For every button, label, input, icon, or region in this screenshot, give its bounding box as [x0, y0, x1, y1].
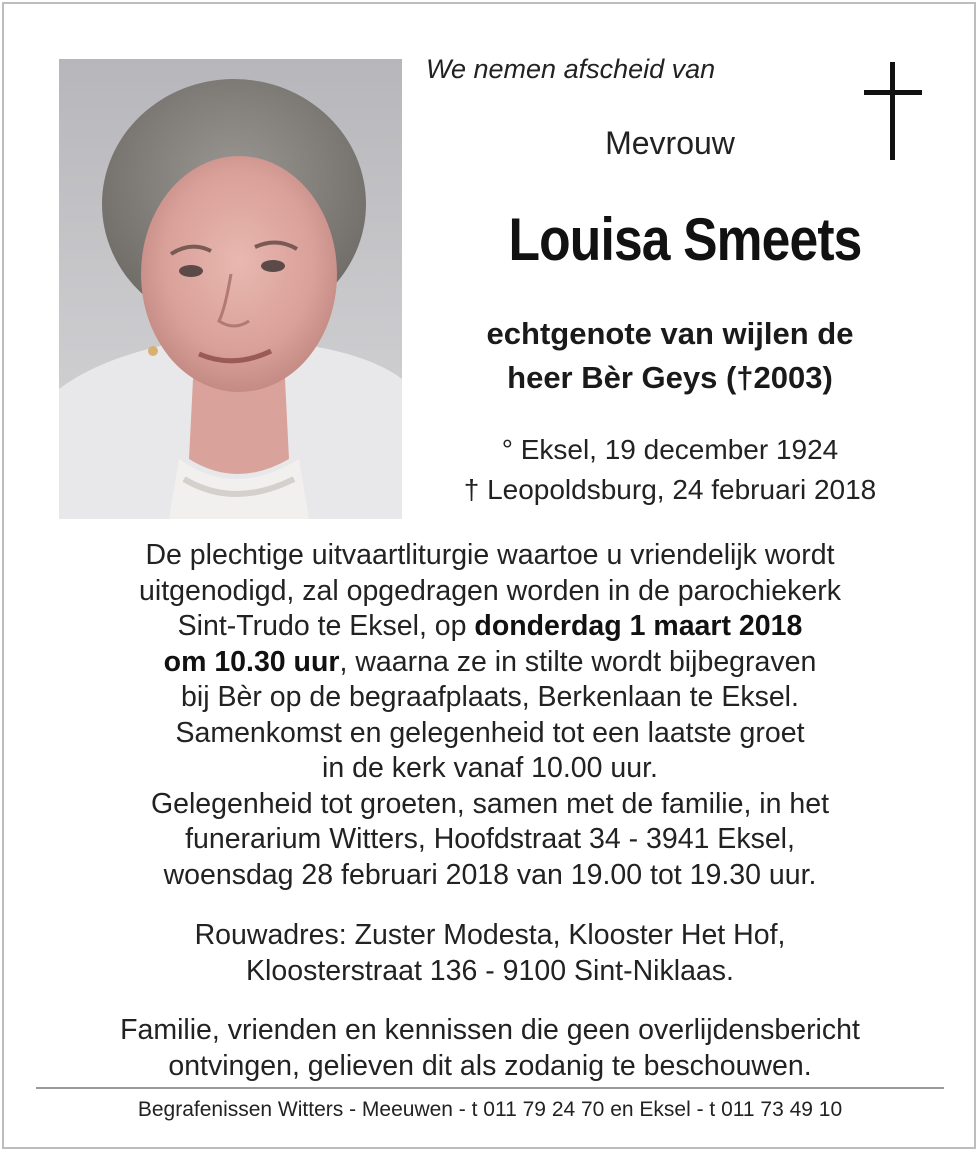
spouse-info: [430, 312, 910, 400]
ceremony-line: bij Bèr op de begraafplaats, Berkenlaan te Eksel.: [181, 681, 799, 713]
ceremony-time: om 10.30 uur: [163, 645, 340, 678]
death-date: † Leopoldsburg, 24 februari 2018: [463, 474, 877, 505]
life-dates: [420, 430, 920, 510]
ceremony-line: funerarium Witters, Hoofdstraat 34 - 3941 Eksel,: [185, 823, 795, 855]
portrait-photo: [59, 59, 402, 519]
ceremony-line: Gelegenheid tot groeten, samen met de familie, in het: [150, 787, 830, 820]
notice-line: ontvingen, gelieven dit als zodanig te beschouwen.: [168, 1050, 812, 1082]
ceremony-line: woensdag 28 februari 2018 van 19.00 tot 19.30 uur.: [163, 858, 817, 891]
mourning-address: [40, 917, 940, 989]
notice-text: [40, 1012, 940, 1084]
ceremony-line: Samenkomst en gelegenheid tot een laatste groet: [175, 716, 805, 749]
ceremony-text: Sint-Trudo te Eksel, op: [177, 610, 475, 642]
lead-text: We nemen afscheid van: [426, 54, 716, 84]
divider: [36, 1087, 944, 1089]
ceremony-details: [40, 538, 940, 893]
ceremony-text: , waarna ze in stilte wordt bijbegraven: [339, 645, 817, 678]
address-line: Kloosterstraat 136 - 9100 Sint-Niklaas.: [246, 955, 734, 987]
ceremony-line: [40, 609, 940, 645]
notice-line: Familie, vrienden en kennissen die geen overlijdensbericht: [120, 1014, 860, 1046]
ceremony-line: uitgenodigd, zal opgedragen worden in de parochiekerk: [139, 574, 841, 607]
address-line: Rouwadres: Zuster Modesta, Klooster Het Hof,: [194, 919, 786, 951]
ceremony-line: [40, 645, 940, 681]
salutation: Mevrouw: [605, 125, 735, 161]
cross-icon: [864, 62, 922, 160]
spouse-line-1: echtgenote van wijlen de: [486, 316, 854, 351]
birth-date: ° Eksel, 19 december 1924: [501, 434, 839, 465]
spouse-line-2: heer Bèr Geys (†2003): [507, 360, 833, 395]
ceremony-line: in de kerk vanaf 10.00 uur.: [322, 752, 658, 784]
deceased-name: Louisa Smeets: [508, 206, 862, 273]
ceremony-line: De plechtige uitvaartliturgie waartoe u vriendelijk wordt: [145, 539, 835, 571]
ceremony-date: donderdag 1 maart 2018: [474, 610, 803, 642]
footer-funeral-home: Begrafenissen Witters - Meeuwen - t 011 79 24 70 en Eksel - t 011 73 49 10: [137, 1098, 843, 1121]
